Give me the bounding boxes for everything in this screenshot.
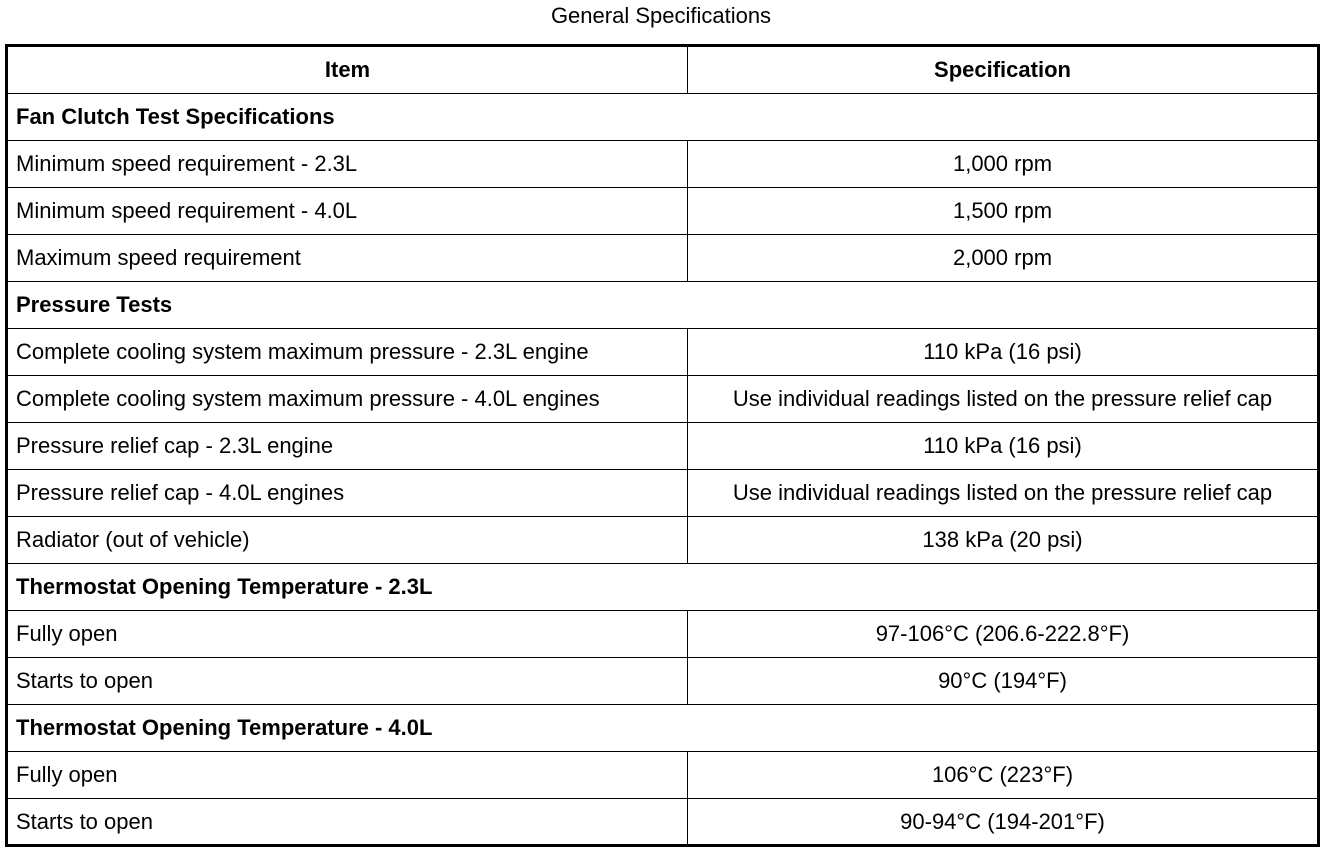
table-row [7, 752, 1319, 799]
item-column-header: Item [7, 46, 688, 94]
item-cell: Complete cooling system maximum pressure - 2.3L engine [7, 329, 688, 376]
table-row [7, 517, 1319, 564]
item-cell: Minimum speed requirement - 2.3L [7, 141, 688, 188]
item-cell: Pressure relief cap - 2.3L engine [7, 423, 688, 470]
table-row [7, 470, 1319, 517]
item-cell: Minimum speed requirement - 4.0L [7, 188, 688, 235]
item-cell: Pressure relief cap - 4.0L engines [7, 470, 688, 517]
table-caption: General Specifications [550, 3, 772, 28]
section-title: Thermostat Opening Temperature - 4.0L [7, 705, 1319, 752]
spec-cell: 138 kPa (20 psi) [688, 517, 1319, 564]
section-row [7, 705, 1319, 752]
spec-cell: 90-94°C (194-201°F) [688, 799, 1319, 846]
table-row [7, 611, 1319, 658]
specifications-table [5, 44, 1320, 847]
item-cell: Fully open [7, 752, 688, 799]
spec-cell: 2,000 rpm [688, 235, 1319, 282]
specification-column-header: Specification [688, 46, 1319, 94]
spec-cell: 110 kPa (16 psi) [688, 423, 1319, 470]
spec-cell: Use individual readings listed on the pressure relief cap [688, 470, 1319, 517]
table-row [7, 188, 1319, 235]
spec-cell: 106°C (223°F) [688, 752, 1319, 799]
item-cell: Complete cooling system maximum pressure - 4.0L engines [7, 376, 688, 423]
item-cell: Radiator (out of vehicle) [7, 517, 688, 564]
spec-cell: Use individual readings listed on the pressure relief cap [688, 376, 1319, 423]
table-row [7, 141, 1319, 188]
item-cell: Maximum speed requirement [7, 235, 688, 282]
table-row [7, 658, 1319, 705]
item-cell: Fully open [7, 611, 688, 658]
item-cell: Starts to open [7, 799, 688, 846]
spec-cell: 1,500 rpm [688, 188, 1319, 235]
section-row [7, 282, 1319, 329]
table-row [7, 799, 1319, 846]
section-row [7, 94, 1319, 141]
table-row [7, 235, 1319, 282]
spec-cell: 97-106°C (206.6-222.8°F) [688, 611, 1319, 658]
spec-cell: 1,000 rpm [688, 141, 1319, 188]
header-row [7, 46, 1319, 94]
section-title: Pressure Tests [7, 282, 1319, 329]
table-row [7, 376, 1319, 423]
table-row [7, 423, 1319, 470]
section-title: Fan Clutch Test Specifications [7, 94, 1319, 141]
table-row [7, 329, 1319, 376]
item-cell: Starts to open [7, 658, 688, 705]
section-title: Thermostat Opening Temperature - 2.3L [7, 564, 1319, 611]
spec-cell: 110 kPa (16 psi) [688, 329, 1319, 376]
section-row [7, 564, 1319, 611]
spec-cell: 90°C (194°F) [688, 658, 1319, 705]
